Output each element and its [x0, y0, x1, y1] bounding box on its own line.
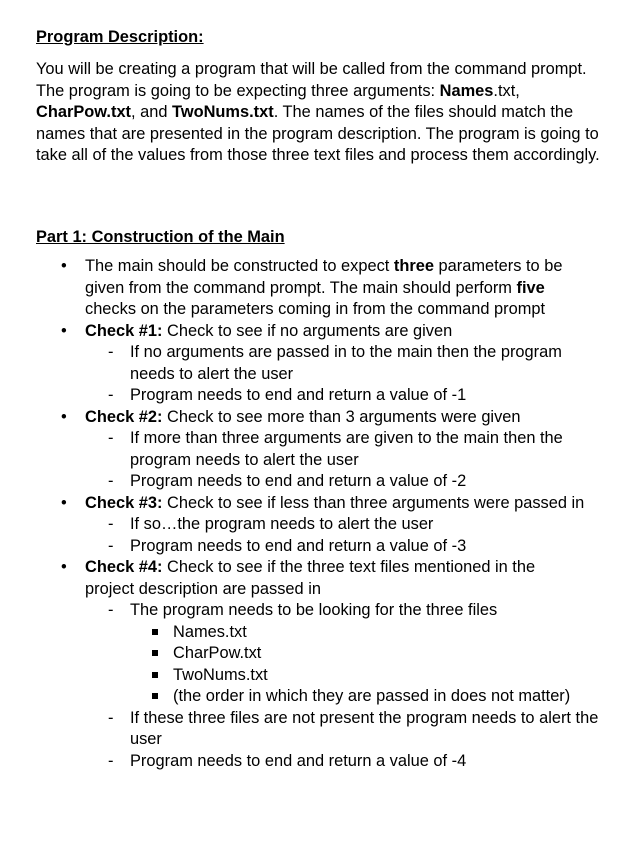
square-bullet-icon [152, 693, 158, 699]
square-bullet-icon [152, 629, 158, 635]
check-2-item [0, 407, 640, 429]
file-item-text: Names.txt [173, 622, 247, 641]
file-twonums: TwoNums.txt [172, 103, 274, 121]
dash-marker: - [108, 708, 114, 727]
intro-text-3: checks on the parameters coming in from the command prompt [85, 300, 546, 318]
check-4-label: Check #4: [85, 558, 163, 576]
part1-heading: Part 1: Construction of the Main [36, 228, 285, 246]
check-3-label: Check #3: [85, 493, 163, 512]
check-1-label: Check #1: [85, 321, 163, 340]
program-description-paragraph [36, 59, 616, 167]
file-item-order-note [0, 686, 640, 708]
dash-marker: - [108, 536, 114, 555]
dash-marker: - [108, 751, 114, 770]
square-bullet-icon [152, 672, 158, 678]
check-4-sub-1 [0, 600, 640, 622]
file-charpow: CharPow.txt [36, 103, 132, 121]
bullet-marker: • [61, 558, 67, 576]
check-3-item [0, 493, 640, 515]
file-names: Names [439, 81, 494, 100]
bullet-marker: • [61, 407, 67, 426]
check-4-sub-3-text: Program needs to end and return a value of -4 [130, 751, 467, 770]
part1-list [0, 256, 640, 772]
bullet-marker: • [61, 321, 67, 340]
dash-marker: - [108, 343, 114, 361]
file-item-names [0, 622, 640, 644]
check-2-sub-2-text: Program needs to end and return a value of -2 [130, 472, 467, 490]
check-4-sub-1-text: The program needs to be looking for the three files [130, 601, 498, 619]
check-3-text: Check to see if less than three arguments were passed in [162, 493, 585, 512]
check-2-sub-2 [0, 471, 640, 493]
check-4-item [0, 557, 640, 600]
file-item-charpow [0, 643, 640, 665]
file-item-text: (the order in which they are passed in does not matter) [173, 687, 571, 705]
check-2-sub-1-text: If more than three arguments are given to the main then the program needs to alert the user [130, 429, 563, 469]
check-3-sub-1 [0, 514, 640, 536]
check-3-sub-1-text: If so…the program needs to alert the user [130, 515, 434, 533]
check-2-label: Check #2: [85, 407, 163, 426]
file-item-text: CharPow.txt [173, 644, 262, 662]
program-description-heading: Program Description: [36, 28, 204, 46]
intro-bold-three: three [393, 257, 434, 275]
file-item-text: TwoNums.txt [173, 665, 268, 684]
check-2-text: Check to see more than 3 arguments were given [162, 407, 521, 426]
file-item-twonums [0, 665, 640, 687]
description-text-2: . The names of the files should match the names that are presented in the program description. The program is going to take all of the values from those three text files and process them accordingly. [36, 103, 600, 164]
intro-text-1: The main should be constructed to expect [85, 257, 394, 275]
check-1-sub-2-text: Program needs to end and return a value of -1 [130, 386, 467, 404]
dash-marker: - [108, 386, 114, 404]
check-1-sub-1-text: If no arguments are passed in to the main then the program needs to alert the user [130, 343, 562, 383]
check-4-sub-2 [0, 708, 640, 751]
separator-2: , and [131, 103, 173, 121]
check-1-sub-2 [0, 385, 640, 407]
check-1-sub-1 [0, 342, 640, 385]
check-3-sub-2 [0, 536, 640, 558]
dash-marker: - [108, 429, 114, 447]
intro-bold-five: five [516, 278, 545, 297]
bullet-marker: • [61, 257, 67, 275]
separator-1: , [515, 81, 520, 100]
check-1-item [0, 321, 640, 343]
dash-marker: - [108, 472, 114, 490]
square-bullet-icon [152, 650, 158, 656]
dash-marker: - [108, 601, 114, 619]
bullet-marker: • [61, 493, 67, 512]
check-1-text: Check to see if no arguments are given [162, 321, 453, 340]
check-3-sub-2-text: Program needs to end and return a value of -3 [130, 536, 467, 555]
intro-item [0, 256, 640, 321]
description-text-1: You will be creating a program that will be called from the command prompt. The program is going to be expecting three arguments: [36, 60, 587, 100]
check-4-sub-2-text: If these three files are not present the program needs to alert the user [130, 708, 599, 748]
check-2-sub-1 [0, 428, 640, 471]
check-4-sub-3 [0, 751, 640, 773]
intro-text-2: parameters to be given from the command prompt. The main should perform [85, 257, 563, 297]
dash-marker: - [108, 515, 114, 533]
check-4-text: Check to see if the three text files mentioned in the project description are passed in [85, 558, 536, 598]
file-names-ext: .txt [493, 81, 516, 100]
